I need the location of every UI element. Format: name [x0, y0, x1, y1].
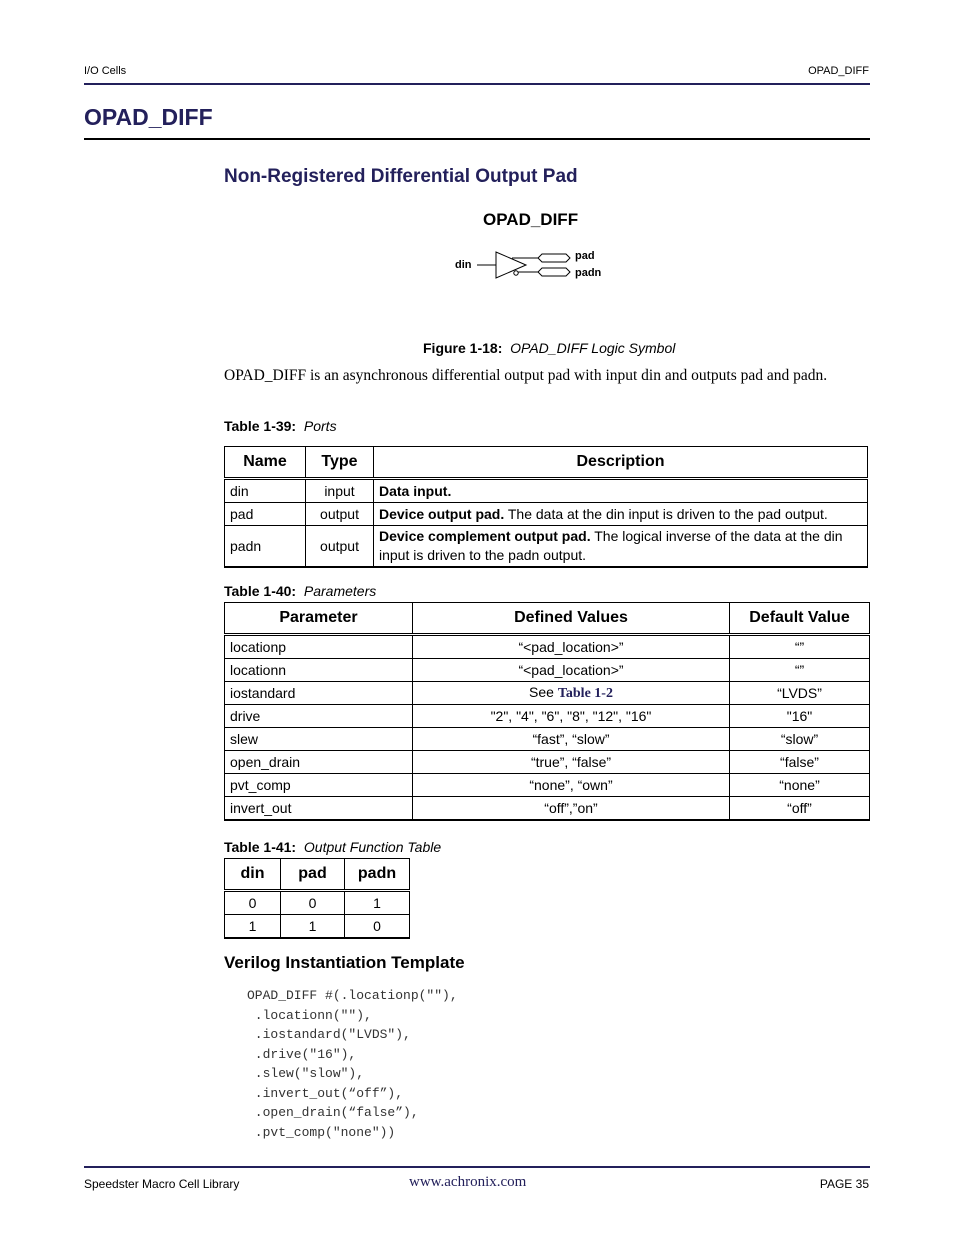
param-values: “<pad_location>” [413, 635, 730, 659]
footer-page-number: PAGE 35 [819, 1177, 869, 1191]
func-header-row [225, 859, 410, 891]
figure-caption-label: Figure 1-18: [423, 340, 503, 356]
func-padn: 1 [345, 891, 410, 915]
param-values: “none”, “own” [413, 774, 730, 797]
table-row [225, 503, 868, 526]
col-header-defined-values: Defined Values [413, 603, 730, 635]
ports-table-caption [224, 418, 337, 434]
figure-caption-text: OPAD_DIFF Logic Symbol [510, 340, 676, 356]
param-name: slew [225, 728, 413, 751]
func-din: 0 [225, 891, 281, 915]
port-name: pad [225, 503, 306, 526]
param-name: open_drain [225, 751, 413, 774]
params-table [224, 602, 870, 821]
col-header-pad: pad [281, 859, 345, 891]
param-default: “” [730, 635, 870, 659]
description-paragraph: OPAD_DIFF is an asynchronous differential output pad with input din and outputs pad and padn. [224, 367, 828, 384]
port-description-bold: Device output pad. [379, 506, 505, 522]
param-values: “true”, “false” [413, 751, 730, 774]
table-row [225, 774, 870, 797]
func-table-caption-label: Table 1-41: [224, 839, 297, 855]
symbol-pad-label: pad [575, 250, 595, 262]
port-type: output [306, 526, 374, 568]
table-row [225, 526, 868, 568]
param-values: “fast”, “slow” [413, 728, 730, 751]
col-header-name: Name [225, 447, 306, 479]
verilog-section-title: Verilog Instantiation Template [224, 953, 465, 972]
param-default: “false” [730, 751, 870, 774]
table-1-2-link[interactable]: Table 1-2 [557, 686, 613, 701]
table-row [225, 479, 868, 503]
col-header-description: Description [374, 447, 868, 479]
func-din: 1 [225, 915, 281, 939]
param-name: pvt_comp [225, 774, 413, 797]
footer-library-name: Speedster Macro Cell Library [84, 1177, 240, 1191]
symbol-input-label: din [455, 259, 472, 271]
table-row [225, 915, 410, 939]
func-pad: 1 [281, 915, 345, 939]
col-header-default-value: Default Value [730, 603, 870, 635]
param-name: locationp [225, 635, 413, 659]
param-values-prefix: See [529, 684, 558, 700]
port-type: output [306, 503, 374, 526]
param-values: “<pad_location>” [413, 659, 730, 682]
port-name: padn [225, 526, 306, 568]
table-row [225, 891, 410, 915]
param-default: "16" [730, 705, 870, 728]
func-table-caption-text: Output Function Table [303, 839, 442, 855]
table-row [225, 751, 870, 774]
footer-website-link[interactable]: www.achronix.com [409, 1174, 527, 1190]
param-name: invert_out [225, 797, 413, 821]
port-name: din [225, 479, 306, 503]
param-default: “LVDS” [730, 682, 870, 705]
port-description [374, 503, 868, 526]
inversion-bubble [514, 271, 518, 275]
params-table-caption-label: Table 1-40: [224, 583, 297, 599]
port-description [374, 479, 868, 503]
param-default: “none” [730, 774, 870, 797]
port-description-bold: Device complement output pad. [379, 528, 591, 544]
params-table-caption [224, 583, 376, 599]
port-description-text: The data at the din input is driven to the pad output. [504, 506, 828, 522]
table-row [225, 682, 870, 705]
title-rule [84, 138, 870, 140]
section-title: Non-Registered Differential Output Pad [224, 166, 578, 187]
symbol-title: OPAD_DIFF [483, 210, 579, 229]
padn-port-shape [538, 268, 570, 276]
param-values: “off”,”on” [413, 797, 730, 821]
figure-caption [423, 340, 675, 356]
params-table-caption-text: Parameters [303, 583, 377, 599]
verilog-code-block: OPAD_DIFF #(.locationp(""), .locationn(""), .iostandard("LVDS"), .drive("16"), .slew("slow"), .invert_out(“off”), .open_drain(“false”), .pvt_comp("none")) [247, 988, 458, 1140]
col-header-din: din [225, 859, 281, 891]
footer-rule [84, 1166, 870, 1168]
param-name: drive [225, 705, 413, 728]
header-section-label: I/O Cells [84, 65, 127, 77]
page-title: OPAD_DIFF [84, 104, 213, 130]
ports-header-row [225, 447, 868, 479]
param-default: “slow” [730, 728, 870, 751]
param-name: iostandard [225, 682, 413, 705]
table-row [225, 705, 870, 728]
table-row [225, 635, 870, 659]
port-description-text: The logical inverse of the data at the din input is driven to the padn output. [379, 528, 843, 563]
func-pad: 0 [281, 891, 345, 915]
param-values [413, 682, 730, 705]
port-description-bold: Data input. [379, 483, 452, 499]
table-row [225, 659, 870, 682]
func-padn: 0 [345, 915, 410, 939]
param-default: “” [730, 659, 870, 682]
symbol-padn-label: padn [575, 267, 602, 279]
header-page-label: OPAD_DIFF [808, 65, 869, 77]
buffer-triangle [496, 252, 526, 278]
port-type: input [306, 479, 374, 503]
ports-table-caption-text: Ports [303, 418, 337, 434]
param-default: “off” [730, 797, 870, 821]
ports-table [224, 446, 868, 568]
port-description [374, 526, 868, 568]
table-row [225, 728, 870, 751]
header-rule [84, 83, 870, 85]
output-function-table [224, 858, 410, 939]
table-row [225, 797, 870, 821]
func-table-caption [224, 839, 441, 855]
col-header-padn: padn [345, 859, 410, 891]
opad-diff-symbol-diagram [450, 244, 620, 286]
param-name: locationn [225, 659, 413, 682]
col-header-type: Type [306, 447, 374, 479]
params-header-row [225, 603, 870, 635]
ports-table-caption-label: Table 1-39: [224, 418, 297, 434]
param-values: "2", "4", "6", "8", "12", "16" [413, 705, 730, 728]
pad-port-shape [538, 254, 570, 262]
col-header-parameter: Parameter [225, 603, 413, 635]
